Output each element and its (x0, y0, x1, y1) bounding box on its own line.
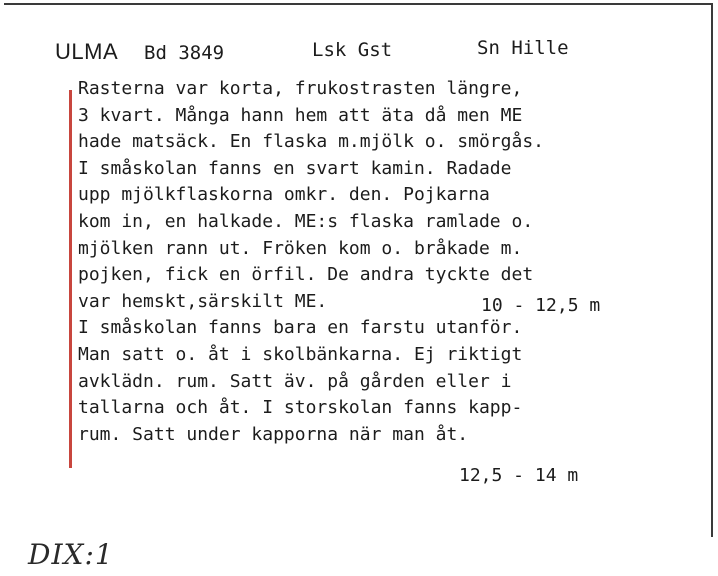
text-line: avklädn. rum. Satt äv. på gården eller i (78, 370, 512, 392)
card-header (0, 37, 718, 67)
district-code: Lsk Gst (312, 39, 393, 61)
text-line: var hemskt,särskilt ME. (78, 290, 328, 312)
text-line: hade matsäck. En flaska m.mjölk o. smörgås. (78, 131, 544, 153)
text-line: I småskolan fanns en svart kamin. Radade (78, 157, 512, 179)
text-line: I småskolan fanns bara en farstu utanför. (78, 317, 523, 339)
text-line: rum. Satt under kapporna när man åt. (78, 423, 469, 445)
text-line: 3 kvart. Många hann hem att äta då men ME (78, 104, 523, 126)
text-line: mjölken rann ut. Fröken kom o. bråkade m. (78, 237, 523, 259)
page-reference: 12,5 - 14 m (459, 465, 579, 486)
text-line: Man satt o. åt i skolbänkarna. Ej riktigt (78, 343, 523, 365)
archive-name: ULMA (55, 39, 119, 64)
text-line: upp mjölkflaskorna omkr. den. Pojkarna (78, 184, 490, 206)
handwritten-signature: DIX:1 (28, 538, 114, 571)
margin-rule (69, 90, 72, 468)
record-text (78, 76, 698, 448)
archive-reference: Bd 3849 (144, 42, 225, 64)
page-reference: 10 - 12,5 m (481, 295, 601, 316)
text-line: pojken, fick en örfil. De andra tyckte det (78, 264, 534, 286)
parish-name: Sn Hille (477, 37, 569, 59)
text-line: tallarna och åt. I storskolan fanns kapp- (78, 397, 523, 419)
text-line: Rasterna var korta, frukostrasten längre, (78, 78, 523, 99)
text-line: kom in, en halkade. ME:s flaska ramlade o. (78, 210, 534, 232)
